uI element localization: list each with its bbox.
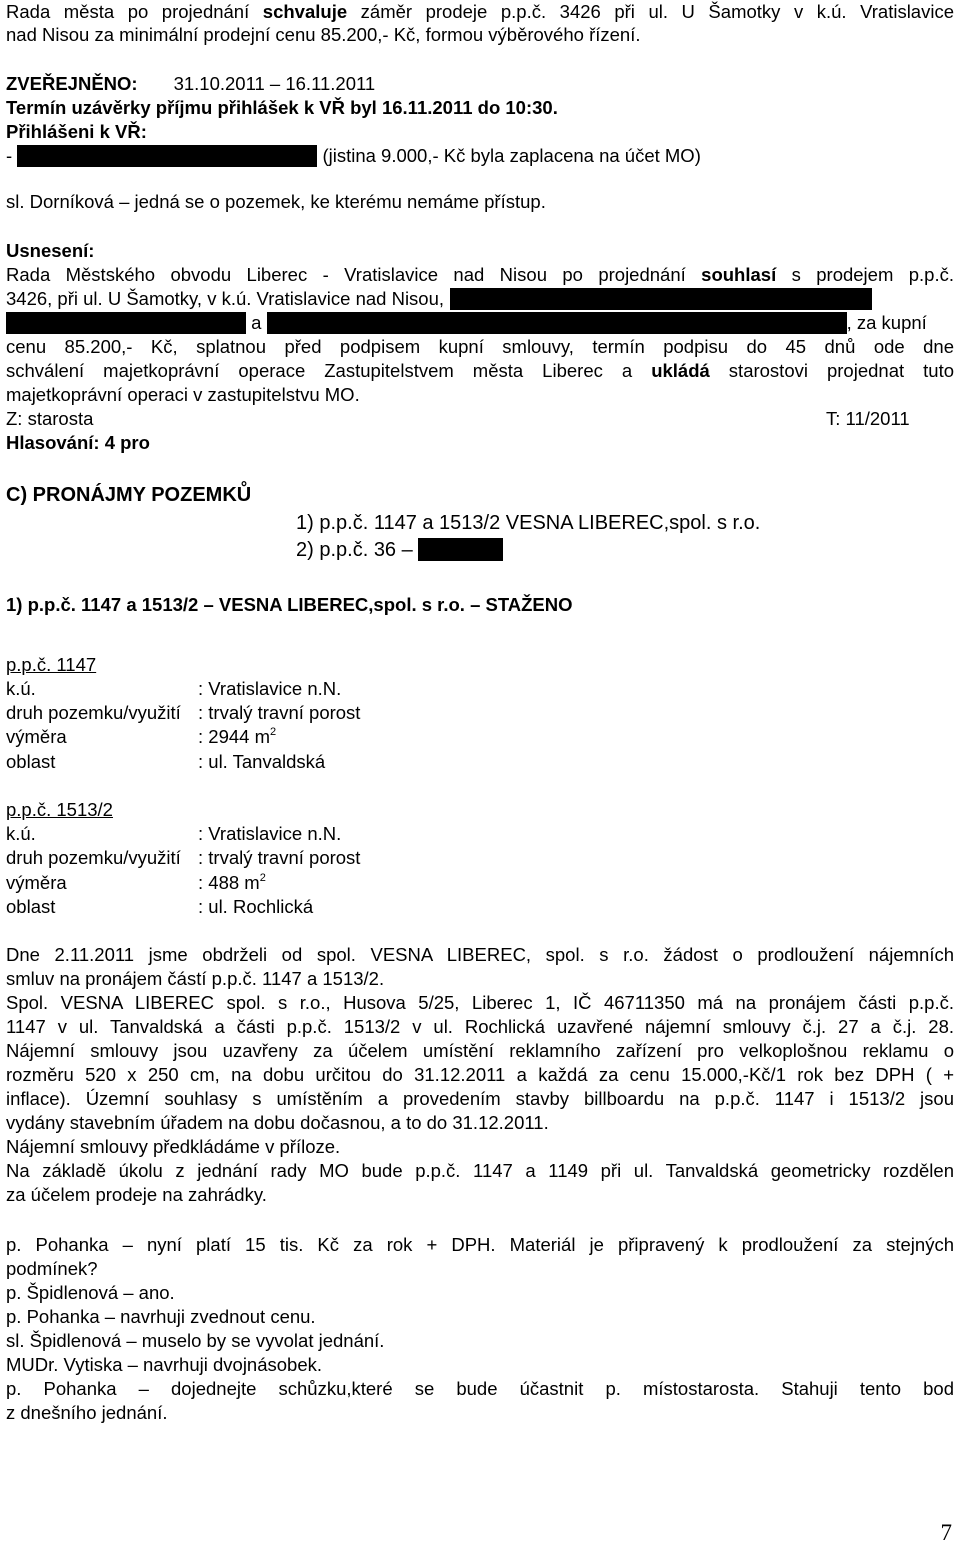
parcel-2-title: p.p.č. 1513/2 (6, 799, 113, 820)
resolution-line-5: schválení majetkoprávní operace Zastupitelstvem města Liberec a ukládá starostovi projednat tuto (6, 360, 955, 381)
remark-line: sl. Dorníková – jedná se o pozemek, ke kterému nemáme přístup. (6, 191, 546, 212)
parcel-1-type: druh pozemku/využití : trvalý travní porost (6, 702, 361, 723)
deadline-line: Termín uzávěrky příjmu přihlášek k VŘ byl 16.11.2011 do 10:30. (6, 97, 558, 118)
page-number: 7 (940, 1520, 952, 1545)
parcel-1-title: p.p.č. 1147 (6, 654, 97, 675)
sale-intro-line-1: Rada města po projednání schvaluje záměr prodeje p.p.č. 3426 při ul. U Šamotky v k.ú. Vratislavice (6, 1, 954, 22)
leases-heading: C) PRONÁJMY POZEMKŮ (6, 484, 252, 506)
body-line: Dne 2.11.2011 jsme obdrželi od spol. VESNA LIBEREC, spol. s r.o. žádost o prodloužení nájemních (6, 944, 954, 965)
body-line: Spol. VESNA LIBEREC spol. s r.o., Husova 5/25, Liberec 1, IČ 46711350 má na pronájem části p.p.č. (6, 992, 954, 1013)
body-line: Na základě úkolu z jednání rady MO bude p.p.č. 1147 a 1149 při ul. Tanvaldská geometricky rozdělen (6, 1160, 954, 1181)
discussion-line: sl. Špidlenová – muselo by se vyvolat jednání. (6, 1330, 385, 1351)
resolution-line-4: cenu 85.200,- Kč, splatnou před podpisem kupní smlouvy, termín podpisu do 45 dnů ode dne (6, 336, 954, 357)
redacted-name (267, 312, 847, 334)
resolution-line-1: Rada Městského obvodu Liberec - Vratislavice nad Nisou po projednání souhlasí s prodejem p.p.č. (6, 264, 955, 285)
body-line: Nájemní smlouvy jsou uzavřeny za účelem umístění reklamního zařízení pro velkoplošnou reklamu o (6, 1040, 954, 1061)
discussion-line: p. Pohanka – nyní platí 15 tis. Kč za rok + DPH. Materiál je připravený k prodloužení za stejných (6, 1234, 954, 1255)
term: T: 11/2011 (826, 408, 910, 429)
redacted-name (450, 288, 872, 310)
vote-result: Hlasování: 4 pro (6, 432, 150, 453)
resolution-line-2: 3426, při ul. U Šamotky, v k.ú. Vratislavice nad Nisou, (6, 287, 872, 310)
lease-subheading: 1) p.p.č. 1147 a 1513/2 – VESNA LIBEREC,spol. s r.o. – STAŽENO (6, 594, 573, 615)
applicants-label: Přihlášeni k VŘ: (6, 121, 147, 142)
parcel-1-area: výměra : 2944 $m^2$ (6, 726, 277, 747)
discussion-line: p. Pohanka – dojednejte schůzku,které se bude účastnit p. místostarosta. Stahuji tento bod (6, 1378, 954, 1399)
discussion-line: podmínek? (6, 1258, 98, 1279)
body-line: 1147 v ul. Tanvaldská a části p.p.č. 1513/2 v ul. Rochlická uzavřené nájemní smlouvy č.j. 27 a č.j. 28. (6, 1016, 954, 1037)
parcel-2-ku: k.ú. : Vratislavice n.N. (6, 823, 342, 844)
lease-item-2: 2) p.p.č. 36 – (296, 538, 503, 562)
applicant-line: - (jistina 9.000,- Kč byla zaplacena na účet MO) (6, 145, 701, 166)
sale-intro-line-2: nad Nisou za minimální prodejní cenu 85.200,- Kč, formou výběrového řízení. (6, 24, 641, 45)
responsible-person: Z: starosta (6, 408, 94, 429)
published-line: ZVEŘEJNĚNO: 31.10.2011 – 16.11.2011 (6, 73, 376, 94)
discussion-line: z dnešního jednání. (6, 1402, 168, 1423)
body-line: za účelem prodeje na zahrádky. (6, 1184, 267, 1205)
parcel-1-ku: k.ú. : Vratislavice n.N. (6, 678, 342, 699)
parcel-2-region: oblast : ul. Rochlická (6, 896, 314, 917)
parcel-1-region: oblast : ul. Tanvaldská (6, 751, 326, 772)
body-line: rozměru 520 x 250 cm, na dobu určitou do 31.12.2011 a každá za cenu 15.000,-Kč/1 rok bez DPH ( + (6, 1064, 954, 1085)
body-line: smluv na pronájem částí p.p.č. 1147 a 1513/2. (6, 968, 385, 989)
resolution-label: Usnesení: (6, 240, 95, 261)
redacted-name (418, 538, 503, 561)
redacted-name (17, 145, 317, 167)
resolution-line-6: majetkoprávní operaci v zastupitelstvu MO. (6, 384, 360, 405)
body-line: vydány stavebním úřadem na dobu dočasnou, a to do 31.12.2011. (6, 1112, 549, 1133)
discussion-line: p. Pohanka – navrhuji zvednout cenu. (6, 1306, 316, 1327)
parcel-2-type: druh pozemku/využití : trvalý travní porost (6, 847, 361, 868)
resolution-line-3: a , za kupní (6, 311, 954, 334)
discussion-line: MUDr. Vytiska – navrhuji dvojnásobek. (6, 1354, 323, 1375)
body-line: Nájemní smlouvy předkládáme v příloze. (6, 1136, 341, 1157)
lease-item-1: 1) p.p.č. 1147 a 1513/2 VESNA LIBEREC,spol. s r.o. (296, 512, 761, 534)
discussion-line: p. Špidlenová – ano. (6, 1282, 175, 1303)
redacted-name (6, 312, 246, 334)
body-line: inflace). Územní souhlasy s umístěním a provedením stavby billboardu na p.p.č. 1147 i 1513/2 jsou (6, 1088, 954, 1109)
parcel-2-area: výměra : 488 $m^2$ (6, 872, 266, 893)
